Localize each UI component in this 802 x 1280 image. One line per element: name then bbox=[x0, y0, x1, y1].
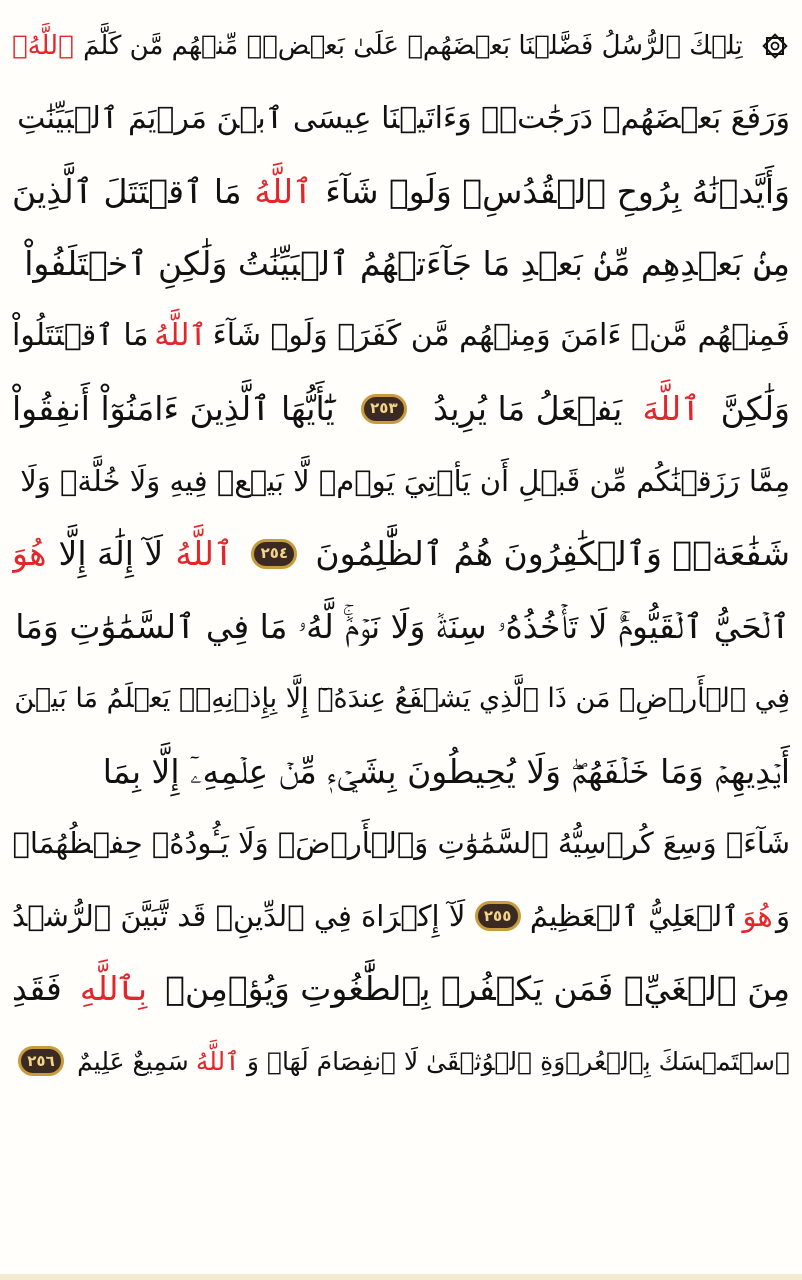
verse-line bbox=[12, 663, 790, 736]
verse-text: مَا ٱقۡتَتَلَ ٱلَّذِينَ bbox=[12, 171, 242, 211]
verse-text: لَآ إِلَٰهَ إِلَّا bbox=[58, 534, 164, 574]
page-bottom-edge bbox=[0, 1274, 802, 1280]
verse-lines bbox=[12, 10, 790, 1098]
verse-text: شَفَٰعَةٞۗ وَٱلۡكَٰفِرُونَ هُمُ ٱلظَّٰلِمُونَ bbox=[315, 534, 790, 574]
verse-line bbox=[12, 373, 790, 446]
verse-line bbox=[12, 10, 790, 83]
verse-line bbox=[12, 518, 790, 591]
divine-name-text: ٱللَّهُ bbox=[175, 534, 234, 574]
verse-line bbox=[12, 83, 790, 156]
ayah-number-marker: ٢٥٣ bbox=[361, 394, 407, 424]
verse-text: فِي ٱلۡأَرۡضِۗ مَن ذَا ٱلَّذِي يَشۡفَعُ عِندَهُۥٓ إِلَّا بِإِذۡنِهِۦۚ يَعۡلَمُ مَا بَيۡنَ bbox=[14, 683, 790, 715]
verse-line bbox=[12, 300, 790, 373]
verse-text: ٱلۡحَيُّ ٱلۡقَيُّومُۚ لَا تَأۡخُذُهُۥ سِنَةٞ وَلَا نَوۡمٞۚ لَّهُۥ مَا فِي ٱلسَّمَٰوَٰتِ وَمَا bbox=[15, 606, 790, 646]
divine-name-text: ٱللَّهُ bbox=[254, 171, 313, 211]
divine-name-text: ٱللَّهُۖ bbox=[12, 31, 74, 62]
verse-text: مِنۢ بَعۡدِهِم مِّنۢ بَعۡدِ مَا جَآءَتۡهُمُ ٱلۡبَيِّنَٰتُ وَلَٰكِنِ ٱخۡتَلَفُواْ bbox=[24, 244, 790, 284]
divine-name-text: هُوَ bbox=[742, 898, 773, 933]
verse-line bbox=[12, 445, 790, 518]
verse-text: وَأَيَّدۡنَٰهُ بِرُوحِ ٱلۡقُدُسِۗ وَلَوۡ شَآءَ bbox=[325, 171, 790, 211]
verse-line bbox=[12, 808, 790, 881]
verse-line bbox=[12, 228, 790, 301]
verse-text: يَفۡعَلُ مَا يُرِيدُ bbox=[433, 389, 623, 429]
verse-text: مِمَّا رَزَقۡنَٰكُم مِّن قَبۡلِ أَن يَأۡتِيَ يَوۡمٞ لَّا بَيۡعٞ فِيهِ وَلَا خُلَّةٞ وَلَا bbox=[20, 463, 790, 498]
ayah-number-marker: ٢٥٦ bbox=[18, 1046, 64, 1076]
verse-text: ٱسۡتَمۡسَكَ بِٱلۡعُرۡوَةِ ٱلۡوُثۡقَىٰ لَا ٱنفِصَامَ لَهَاۗ وَ bbox=[246, 1046, 790, 1076]
verse-text: شَآءَۚ وَسِعَ كُرۡسِيُّهُ ٱلسَّمَٰوَٰتِ وَٱلۡأَرۡضَۖ وَلَا يَـُٔودُهُۥ حِفۡظُهُمَاۚ bbox=[12, 826, 790, 861]
verse-line bbox=[12, 590, 790, 663]
verse-text: سَمِيعٌ عَلِيمٌ bbox=[77, 1046, 189, 1076]
verse-line bbox=[12, 953, 790, 1026]
verse-text: فَمِنۡهُم مَّنۡ ءَامَنَ وَمِنۡهُم مَّن كَفَرَۚ وَلَوۡ شَآءَ bbox=[212, 318, 790, 354]
verse-text: مِنَ ٱلۡغَيِّۚ فَمَن يَكۡفُرۡ بِٱلطَّٰغُوتِ وَيُؤۡمِنۢ bbox=[165, 969, 790, 1009]
divine-name-text: ٱللَّهَ bbox=[642, 389, 701, 429]
verse-text: يَٰٓأَيُّهَا ٱلَّذِينَ ءَامَنُوٓاْ أَنفِقُواْ bbox=[12, 389, 335, 429]
verse-text: مَا ٱقۡتَتَلُواْ bbox=[12, 318, 149, 354]
verse-text: ٱلۡعَلِيُّ ٱلۡعَظِيمُ bbox=[529, 898, 740, 933]
ayah-number-marker: ٢٥٥ bbox=[475, 901, 521, 931]
divine-name-text: ٱللَّهُ bbox=[154, 318, 207, 354]
verse-text: أَيۡدِيهِمۡ وَمَا خَلۡفَهُمۡۖ وَلَا يُحِيطُونَ بِشَيۡءٖ مِّنۡ عِلۡمِهِۦٓ إِلَّا بِمَا bbox=[102, 751, 790, 791]
verse-text: تِلۡكَ ٱلرُّسُلُ فَضَّلۡنَا بَعۡضَهُمۡ عَلَىٰ بَعۡضٖۘ مِّنۡهُم مَّن كَلَّمَ bbox=[83, 31, 743, 62]
divine-name-text: ٱللَّهُ bbox=[195, 1046, 240, 1076]
divine-name-text: بِٱللَّهِ bbox=[79, 969, 148, 1009]
verse-text: وَلَٰكِنَّ bbox=[720, 389, 790, 429]
verse-text: لَآ إِكۡرَاهَ فِي ٱلدِّينِۖ قَد تَّبَيَّنَ ٱلرُّشۡدُ bbox=[12, 898, 466, 933]
verse-text: وَ bbox=[775, 898, 790, 933]
verse-line bbox=[12, 1025, 790, 1098]
verse-text: وَرَفَعَ بَعۡضَهُمۡ دَرَجَٰتٖۚ وَءَاتَيۡنَا عِيسَى ٱبۡنَ مَرۡيَمَ ٱلۡبَيِّنَٰتِ bbox=[17, 100, 790, 136]
ayah-number-marker: ٢٥٤ bbox=[251, 539, 297, 569]
verse-text: فَقَدِ bbox=[12, 969, 62, 1009]
verse-line bbox=[12, 880, 790, 953]
verse-line bbox=[12, 735, 790, 808]
rub-el-hizb-icon bbox=[760, 31, 790, 61]
verse-line bbox=[12, 155, 790, 228]
divine-name-text: هُوَ bbox=[12, 534, 47, 574]
